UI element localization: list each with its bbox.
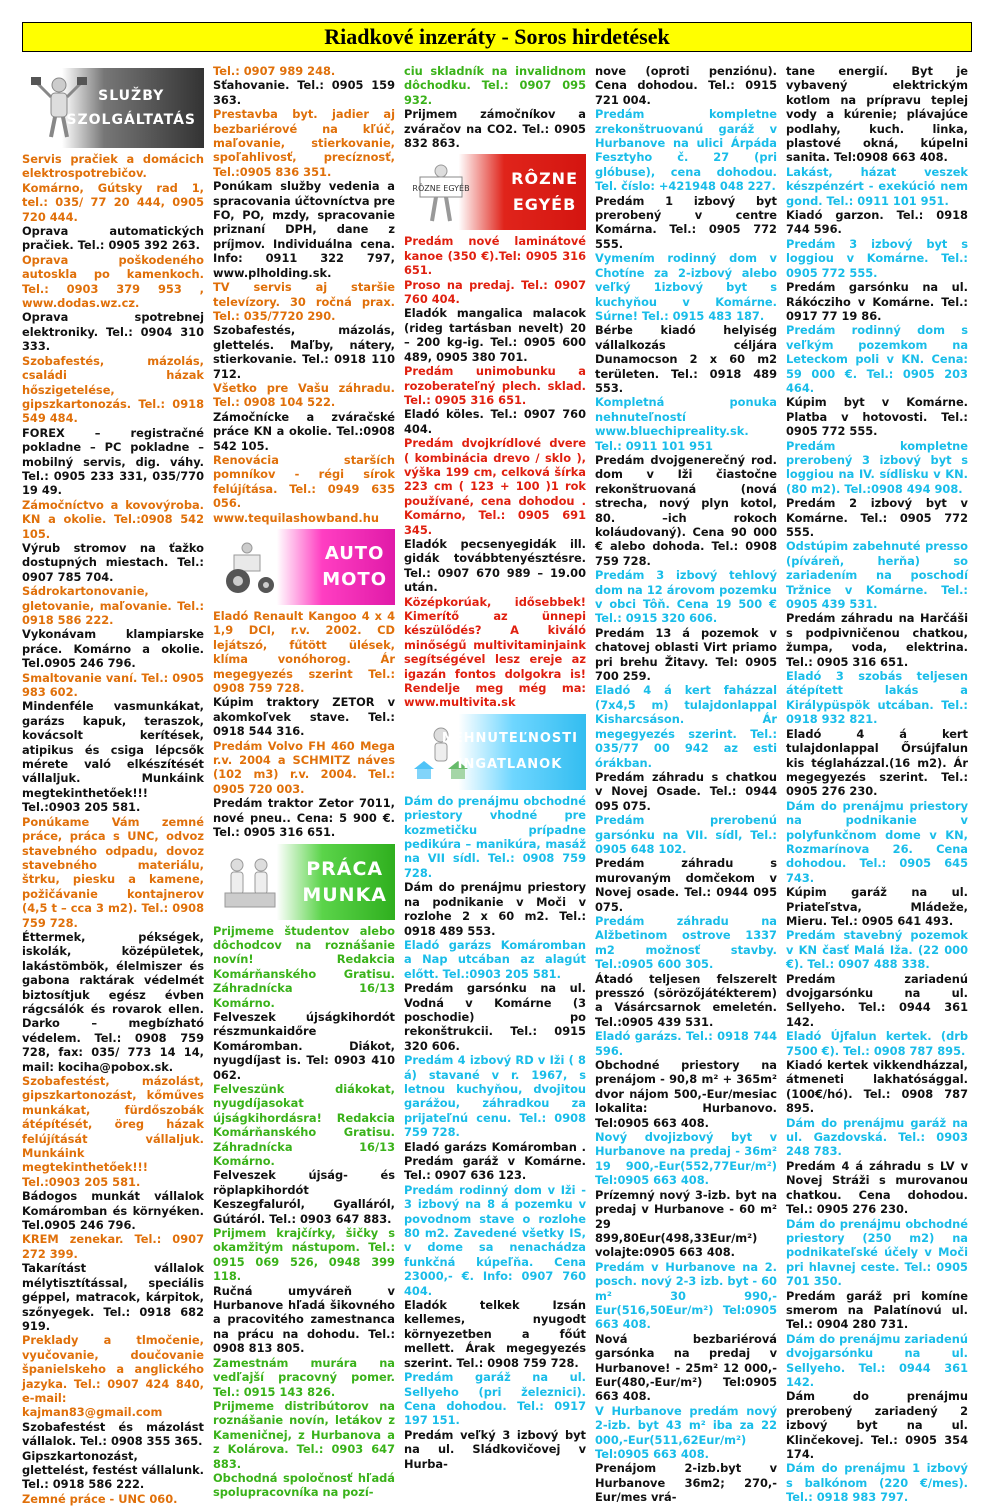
classified-ad: Vymením rodinný dom v Chotíne za 2-izbový alebo veľký 1izbový byt s kuchyňou v Komárne. Súrne! Tel.: 0915 483 187. bbox=[595, 251, 777, 323]
classified-ad: Dám do prenájmu zariadenú dvojgarsónku na ul. Sellyeho. Tel.: 0944 361 142. bbox=[786, 1331, 968, 1389]
classified-ad: Eladó 3 szobás teljesen átépített lakás a Királypüspök utcában. Tel.: 0918 932 821. bbox=[786, 669, 968, 727]
classified-ad: Ponúkam služby vedenia a spracovania účtovníctva pre FO, PO, mzdy, spracovanie priznaní DPH, dane z príjmov. Individuálna cena. Info: 0911 322 797, www.plholding.sk. bbox=[213, 179, 395, 280]
ads-list bbox=[404, 234, 586, 709]
classified-ad: Mindenféle vasmunkákat, garázs kapuk, teraszok, kovácsolt kerítések, atipikus és csiga lépcsők mérete való elkészítését vállaljuk. Munkáink megtekinthetőek!!! Tel.:0903 205 581. bbox=[22, 699, 204, 815]
classified-ad: Predám v Hurbanove na 2. posch. nový 2-3 izb. byt - 60 m² 30 990,-Eur(516,50Eur/m²) Tel:0905 663 408. bbox=[595, 1259, 777, 1332]
classified-ad: Sťahovanie. Tel.: 0905 159 363. bbox=[213, 78, 395, 107]
classified-ad: Predám 13 á pozemok v chatovej oblasti Virt priamo pri brehu Žitavy. Tel: 0905 700 259. bbox=[595, 625, 777, 684]
banner-title: RÔZNE EGYÉB bbox=[511, 169, 578, 215]
classified-ad: Kúpim traktory ZETOR v akomkoľvek stave. Tel.: 0918 544 316. bbox=[213, 695, 395, 739]
classified-ad: Kiadó kertek vikkendházzal, átmeneti lakhatósággal. (100€/hó). Tel.: 0908 787 895. bbox=[786, 1058, 968, 1116]
classified-ad: Dám do prenájmu obchodné priestory (250 m2) na podnikateľské účely v Moči pri hlavnej ceste. Tel.: 0905 701 350. bbox=[786, 1216, 968, 1289]
classified-ad: Predám unimobunku a rozoberateľný plech. sklad. Tel.: 0905 316 651. bbox=[404, 364, 586, 407]
classified-ad: Ponúkame Vám zemné práce, práca s UNC, odvoz stavebného odpadu, dovoz stavebného materiálu, štrku, piesku a kamene, požičávanie kontajnerov (4,5 t – cca 3 m2). Tel.: 0908 759 728. bbox=[22, 814, 204, 930]
classified-ad: Predám 3 izbový tehlový dom na 12 árovom pozemku v obci Tôň. Cena 19 500 € Tel.: 0915 320 606. bbox=[595, 568, 777, 626]
sign-figure-icon bbox=[410, 160, 472, 228]
classified-ad: Kúpim byt v Komárne. Platba v hotovosti. Tel.: 0905 772 555. bbox=[786, 395, 968, 439]
classified-ad: Dám do prenájmu garáž na ul. Gazdovská. Tel.: 0903 248 783. bbox=[786, 1115, 968, 1159]
classified-ad: tane energií. Byt je vybavený elektrickým kotlom na prípravu teplej vody a kúrenie; plávajúce podlahy, kuch. linka, plastové okná, kúpelni sanita. Tel:0908 663 408. bbox=[786, 64, 968, 165]
classified-ad: Predám 4 izbový RD v Iži ( 8 á) stavané v r. 1967, s letnou kuchyňou, dvojitou garážou, záhradkou za prijateľnú cenu. Tel.: 0908 759 728. bbox=[404, 1053, 586, 1140]
classified-ad: Dám do prenájmu obchodné priestory vhodné pre kozmetičku prípadne pedikúra – manikúra, masáž na VII sídl. Tel.: 0908 759 728. bbox=[404, 793, 586, 880]
classified-ad: Bádogos munkát vállalok Komáromban és környéken. Tel.0905 246 796. bbox=[22, 1189, 204, 1233]
classified-ad: Obchodná spoločnosť hľadá spolupracovníka na pozí- bbox=[213, 1470, 395, 1500]
classified-ad: Dám do prenájmu prerobený zariadený 2 izbový byt na ul. Klinčekovej. Tel.: 0905 354 174. bbox=[786, 1389, 968, 1461]
classified-ad: Zemné práce - UNC 060. bbox=[22, 1491, 178, 1506]
classified-ad: Eladók pecsenyegidák ill. gidák továbbtenyésztésre. Tel.: 0907 670 989 – 19.00 után. bbox=[404, 536, 586, 595]
classified-ad: Predám kompletne zrekonštruovanú garáž v Hurbanove na ulici Árpáda Fesztyho č. 27 (pri glóbuse), cena dohodou. Tel. číslo: +421948 048 227. bbox=[595, 107, 777, 194]
classified-ad: Eladók telkek Izsán kellemes, nyugodt környezetben a főút mellett. Árak megegyezés szerint. Tel.: 0908 759 728. bbox=[404, 1298, 586, 1370]
classified-ad: Eladó 4 á kert tulajdonlappal Őrsújfalun kis téglaházzal.(16 m2). Ár megegyezés szerint. Tel.: 0905 276 230. bbox=[786, 726, 968, 799]
classified-ad: Predám rodinný dom v Iži - 3 izbový na 8 á pozemku v povodnom stave o rozlohe 80 m2. Zavedené všetky IS, v dome sa nenachádza funkčná kúpeľňa. Cena 23000,- €. Info: 0907 760 404. bbox=[404, 1182, 586, 1298]
page-title: Riadkové inzeráty - Soros hirdetések bbox=[22, 22, 972, 52]
classified-ad: Oprava automatických pračiek. Tel.: 0905 392 263. bbox=[22, 224, 204, 253]
classified-ad: Proso na predaj. Tel.: 0907 760 404. bbox=[404, 277, 586, 307]
classified-ad: Tel.: 0907 989 248. bbox=[213, 64, 336, 78]
classified-ad: Kúpim garáž na ul. Priateľstva, Mládeže, Mieru. Tel.: 0905 641 493. bbox=[786, 885, 968, 928]
classified-ad: Ručná umyváreň v Hurbanove hľadá šikovného a pracovitého zamestnanca na prácu na dohodu. Tel.: 0908 813 805. bbox=[213, 1283, 395, 1356]
banner-praca-munka bbox=[213, 844, 395, 920]
classified-ad: Felveszek újságkihordót részmunkaidőre Komáromban. Diákot, nyugdíjast is. Tel: 0903 410 062. bbox=[213, 1009, 395, 1082]
classified-ad: Zámočníctvo a kovovýroba. KN a okolie. Tel.:0908 542 105. bbox=[22, 497, 204, 541]
classified-ad: Szobafestés, mázolás, glettelés. Maľby, nátery, stierkovanie. Tel.: 0918 110 712. bbox=[213, 323, 395, 381]
classified-ad: Dám do prenájmu priestory na podnikanie v polyfunkčnom dome v KN, Rozmarínova 26. Cena dohodou. Tel.: 0905 645 743. bbox=[786, 798, 968, 885]
ads-list bbox=[213, 924, 395, 1500]
classified-ad: Eladó garázs Komáromban . Predám garáž v Komárne. Tel.: 0907 636 123. bbox=[404, 1139, 586, 1183]
classified-ad: Dám do prenájmu priestory na podnikanie v Moči v rozlohe 2 x 60 m2. Tel.: 0918 489 553. bbox=[404, 880, 586, 938]
classified-ad: Nová bezbariérová garsónka na predaj v Hurbanove! - 25m² 12 000,-Eur(480,-Eur/m²) Tel:0905 663 408. bbox=[595, 1331, 777, 1404]
column-1 bbox=[22, 64, 204, 1506]
banner-title: SLUŽBY SZOLGÁLTATÁS bbox=[66, 88, 196, 128]
classified-ad: Prijmeme študentov alebo dôchodcov na roznášanie novín! Redakcia Komárňanského Gratisu. Záhradnícka 16/13 Komárno. bbox=[213, 923, 395, 1010]
classified-ad: Predám dvojgenerečný rod. dom v Iži čiastočne rekonštruovaná (nová strecha, nový plyn kotol, 80. –ich rokoch koláudovaný). Cena 90 000 € alebo dohoda. Tel.: 0908 759 728. bbox=[595, 452, 777, 568]
classified-ad: Smaltovanie vaní. Tel.: 0905 983 602. bbox=[22, 670, 204, 700]
classified-ad: Vykonávam klampiarske práce. Komárno a okolie. Tel.0905 246 796. bbox=[22, 627, 204, 671]
classified-ad: Eladó garázs. Tel.: 0918 744 596. bbox=[595, 1029, 777, 1058]
classified-ad: Predám rodinný dom s veľkým pozemkom na Leteckom poli v KN. Cena: 59 000 €. Tel.: 0905 203 464. bbox=[786, 323, 968, 395]
banner-nehnutelnosti bbox=[404, 714, 586, 790]
classified-ad: V Hurbanove predám nový 2-izb. byt 43 m² iba za 22 000,-Eur(511,62Eur/m²) Tel:0905 663 408. bbox=[595, 1403, 777, 1461]
ads-list bbox=[595, 64, 777, 1505]
classified-ad: Predám 2 izbový byt v Komárne. Tel.: 0905 772 555. bbox=[786, 496, 968, 539]
classified-ad: Obchodné priestory na prenájom - 90,8 m² + 365m² dvor nájom 500,-Eur/mesiac lokalita: Hurbanovo. Tel:0905 663 408. bbox=[595, 1058, 777, 1130]
classified-ad: Predám nové laminátové kanoe (350 €).Tel: 0905 316 651. bbox=[404, 234, 586, 278]
classified-ad: Bérbe kiadó helyiség vállalkozás céljára Dunamocson 2 x 60 m2 területen. Tel.: 0918 489 553. bbox=[595, 323, 777, 395]
classified-ad: Predám stavebný pozemok v KN časť Malá Iža. (22 000 €). Tel.: 0907 488 338. bbox=[786, 928, 968, 972]
classified-ad: Prijmeme distribútorov na roznášanie novín, letákov z Kameničnej, z Hurbanova a z Kolárova. Tel.: 0903 647 883. bbox=[213, 1398, 395, 1471]
classified-ad: Predám garsónku na ul. Rákócziho v Komárne. Tel.: 0917 77 19 86. bbox=[786, 280, 968, 323]
classified-ad: Predám dvojkrídlové dvere ( kombinácia drevo / sklo ), výška 199 cm, celková šírka 223 cm ( 123 + 100 )1 rok používané, cena dohodou . Komárno, Tel.: 0905 691 345. bbox=[404, 436, 586, 537]
workers-icon bbox=[219, 850, 281, 918]
classified-ad: Predám Volvo FH 460 Mega r.v. 2004 a SCHMITZ náves (102 m3) r.v. 2004. Tel.: 0905 720 003. bbox=[213, 738, 395, 796]
classified-ad: Predám 1 izbový byt prerobený v centre Komárna. Tel.: 0905 772 555. bbox=[595, 193, 777, 251]
column-2 bbox=[213, 64, 395, 1500]
classified-ad: Éttermek, pékségek, iskolák, középületek, lakástömbök, élelmiszer és gabona raktárak védelmét biztosítjuk egész évben rágcsálók és rovarok ellen. Darko – megbízható védelem. Tel.: 0908 759 728, fax: 035/ 773 14 14, mail: kociha@pobox.sk. bbox=[22, 929, 204, 1074]
classified-ad: Renovácia starších pomníkov - régi sírok felújítása. Tel.: 0949 635 056. www.tequilashowband.hu bbox=[213, 452, 395, 525]
classified-ad: Prijmem krajčírky, šičky s okamžitým nástupom. Tel.: 0915 069 526, 0948 399 118. bbox=[213, 1226, 395, 1284]
banner-title: PRÁCA MUNKA bbox=[302, 857, 387, 906]
classified-ad: Eladó garázs Komáromban a Nap utcában az alagút előtt. Tel.:0903 205 581. bbox=[404, 937, 586, 981]
classified-ad: Zamestnám murára na vedľajší pracovný pomer. Tel.: 0915 143 826. bbox=[213, 1355, 395, 1399]
classified-ad: Dám do prenájmu 1 izbový s balkónom (220 €/mes). Tel.: 0918 983 797. bbox=[786, 1461, 968, 1505]
classified-ad: Servis pračiek a domácich elektrospotrebičov. Komárno, Gútsky rad 1, tel.: 035/ 77 20 444, 0905 720 444. bbox=[22, 152, 204, 224]
classified-ad: nove (oproti penziónu). Cena dohodou. Tel.: 0915 721 004. bbox=[595, 64, 777, 107]
classified-ad: Eladó Újfalun kertek. (drb 7500 €). Tel.: 0908 787 895. bbox=[786, 1029, 968, 1058]
classified-ad: Predám záhradu s chatkou v Novej Osade. Tel.: 0944 095 075. bbox=[595, 769, 777, 813]
ads-list bbox=[213, 64, 395, 525]
classified-ad: Középkorúak, idősebbek! Kimerítő az ünnepi készülődés? A kiváló minőségű multivitaminjaink segítségével lesz ereje az igazán fontos dolgokra is! Rendelje meg még ma: www.multivita.sk bbox=[404, 594, 586, 710]
classified-ad: Preklady a tlmočenie, vyučovanie, doučovanie španielskeho a anglického jazyka. Tel.: 0907 424 840, e-mail: kajman83@gmail.com bbox=[22, 1333, 204, 1420]
classified-ad: Predám záhradu na Alžbetinom ostrove 1337 m2 možnosť stavby. Tel.:0905 600 305. bbox=[595, 913, 777, 972]
classified-ad: Predám záhradu s murovaným domčekom v Novej osade. Tel.: 0944 095 075. bbox=[595, 856, 777, 914]
classified-ad: Kompletná ponuka nehnuteľností www.bluechipreality.sk. Tel.: 0911 101 951 bbox=[595, 395, 777, 453]
classified-ad: Oprava spotrebnej elektroniky. Tel.: 0904 310 333. bbox=[22, 310, 204, 354]
classified-ad: Predám záhradu na Harčáši s podpivničenou chatkou, žumpa, voda, elektrina. Tel.: 0905 316 651. bbox=[786, 611, 968, 669]
banner-sluzby bbox=[22, 68, 204, 148]
svg-text:RÔZNE EGYÉB: RÔZNE EGYÉB bbox=[412, 184, 470, 194]
classified-ad: Eladó 4 á kert faházzal (7x4,5 m) tulajdonlappal Kisharcsáson. Ár megegyezés szerint. Tel.: 035/77 00 942 az esti órákban. bbox=[595, 683, 777, 770]
classified-ad: Predám veľký 3 izbový byt na ul. Sládkovičovej v Hurba- bbox=[404, 1427, 586, 1471]
classified-ad: Všetko pre Vašu záhradu. Tel.: 0908 104 522. bbox=[213, 380, 395, 410]
classified-ad: Predám garáž na ul. Sellyeho (pri železnici). Cena dohodou. Tel.: 0917 197 151. bbox=[404, 1370, 586, 1428]
classified-ad: Kiadó garzon. Tel.: 0918 744 596. bbox=[786, 208, 968, 237]
classified-ad: Nový dvojizbový byt v Hurbanove na predaj - 36m² 19 900,-Eur(552,77Eur/m²) Tel:0905 663 408. bbox=[595, 1130, 777, 1188]
ads-list bbox=[213, 609, 395, 840]
classified-ad: Eladó köles. Tel.: 0907 760 404. bbox=[404, 407, 586, 436]
classified-ad: TV servis aj staršie televízory. 30 ročná prax. Tel.: 035/7720 290. bbox=[213, 280, 395, 323]
classified-ad: Szobafestés, mázolás, családi házak hőszigetelése, gipszkartonozás. Tel.: 0918 549 484. bbox=[22, 353, 204, 426]
classified-ad: Szobafestést és mázolást vállalok. Tel.: 0908 355 365. bbox=[22, 1419, 204, 1449]
ads-list bbox=[786, 64, 968, 1505]
column-5 bbox=[786, 64, 968, 1505]
classified-ad: Predám prerobenú garsónku na VII. sídl, Tel.: 0905 648 102. bbox=[595, 813, 777, 856]
classified-ad: Eladók mangalica malacok (rideg tartásban nevelt) 20 – 200 kg-ig. Tel.: 0905 600 489, 0905 380 701. bbox=[404, 306, 586, 364]
classified-ad: Predám garáž pri komíne smerom na Palatínovú ul. Tel.: 0904 280 731. bbox=[786, 1288, 968, 1332]
ads-list bbox=[22, 152, 204, 1506]
classified-ad: Predám garsónku na ul. Vodná v Komárne (3 poschodie) po rekonštrukcii. Tel.: 0915 320 606. bbox=[404, 981, 586, 1053]
column-3 bbox=[404, 64, 586, 1471]
classified-ad: Predám 4 á záhradu s LV v Novej Stráži s murovanou chatkou. Cena dohodou. Tel.: 0905 276 230. bbox=[786, 1158, 968, 1217]
classified-ad: Predám 3 izbový byt s loggiou v Komárne. Tel.: 0905 772 555. bbox=[786, 236, 968, 280]
classified-ad: Eladó Renault Kangoo 4 x 4 1,9 DCI, r.v. 2002. CD lejátszó, fűtött ülések, klíma vonóhorog. Ár megegyezés szerint Tel.: 0908 759 728. bbox=[213, 609, 395, 696]
classified-ad: KREM zenekar. Tel.: 0907 272 399. bbox=[22, 1232, 204, 1261]
classified-ad: Odstúpim zabehnuté presso (píváreň, herňa) so zariadením na poschodí Tržnice v Komárne. Tel.: 0905 439 531. bbox=[786, 539, 968, 612]
classified-ad: Zámočnícke a zváračské práce KN a okolie. Tel.:0908 542 105. bbox=[213, 409, 395, 453]
banner-title: AUTO MOTO bbox=[322, 543, 387, 590]
classified-ad: Prestavba byt. jadier aj bezbariérové na kľúč, maľovanie, stierkovanie, spoľahlivosť, precíznosť, Tel.:0905 836 351. bbox=[213, 107, 395, 179]
classified-ad: FOREX – registračné pokladne – PC pokladne – mobilný servis, dig. váhy. Tel.: 0905 233 331, 035/770 19 49. bbox=[22, 425, 204, 498]
classified-ad: ciu skladník na invalidnom dôchodku. Tel.: 0907 095 932. bbox=[404, 64, 586, 107]
banner-title: NEHNUTEĽNOSTI INGATLANOK bbox=[441, 730, 578, 772]
banner-auto-moto bbox=[213, 529, 395, 605]
classified-ad: Gipszkartonozást, glettelést, festést vállalunk. Tel.: 0918 586 222. bbox=[22, 1448, 204, 1492]
classified-ad: Lakást, házat veszek készpénzért - exekúció nem gond. Tel.: 0911 101 951. bbox=[786, 164, 968, 208]
tractor-icon bbox=[219, 535, 281, 603]
classified-ad: Átadó teljesen felszerelt presszó (sörözőjátékterem) a Vásárcsarnok emeletén. Tel.:0905 439 531. bbox=[595, 971, 777, 1029]
banner-rozne-egyeb bbox=[404, 154, 586, 230]
classified-ad: Prízemný nový 3-izb. byt na predaj v Hurbanove - 60 m² 29 899,80Eur(498,33Eur/m²) volajte:0905 663 408. bbox=[595, 1187, 777, 1260]
classified-ad: Prenájom 2-izb.byt v Hurbanove 36m2; 270,-Eur/mes vrá- bbox=[595, 1461, 777, 1505]
classified-ad: Oprava poškodeného autoskla po kamenkoch. Tel.: 0903 379 953 , www.dodas.wz.cz. bbox=[22, 252, 204, 311]
classified-ad: Výrub stromov na ťažko dostupných miestach. Tel.: 0907 785 704. bbox=[22, 540, 204, 584]
ads-list bbox=[404, 794, 586, 1471]
classified-ad: Predám zariadenú dvojgarsónku na ul. Sellyeho. Tel.: 0944 361 142. bbox=[786, 971, 968, 1029]
classified-ad: Predám kompletne prerobený 3 izbový byt s loggiou na IV. sídlisku v KN.(80 m2). Tel.:0908 494 908. bbox=[786, 438, 968, 496]
column-4 bbox=[595, 64, 777, 1505]
classified-ad: Szobafestést, mázolást, gipszkartonozást, kőműves munkákat, fürdőszobák átépítését, öreg házak felújítását vállaljuk. Munkáink megtekinthetőek!!! Tel.:0903 205 581. bbox=[22, 1074, 204, 1189]
classified-ad: Felveszünk diákokat, nyugdíjasokat újságkihordásra! Redakcia Komárňanského Gratisu. Záhradnícka 16/13 Komárno. bbox=[213, 1081, 395, 1168]
classified-ad: Predám traktor Zetor 7011, nové pneu.. Cena: 5 900 €. Tel.: 0905 316 651. bbox=[213, 796, 395, 840]
classified-ad: Sádrokartonovanie, gletovanie, maľovanie. Tel.: 0918 586 222. bbox=[22, 584, 204, 627]
classified-ad: Takarítást vállalok mélytisztítással, speciális géppel, matracok, kárpitok, szőnyegek. Tel.: 0918 682 919. bbox=[22, 1261, 204, 1333]
ads-list bbox=[404, 64, 586, 150]
classified-ad: Felveszek újság- és röplapkihordót Keszegfaluról, Gyalláról, Gútáról. Tel.: 0903 647 883. bbox=[213, 1168, 395, 1226]
classified-ad: Prijmem zámočníkov a zváračov na CO2. Tel.: 0905 832 863. bbox=[404, 107, 586, 151]
